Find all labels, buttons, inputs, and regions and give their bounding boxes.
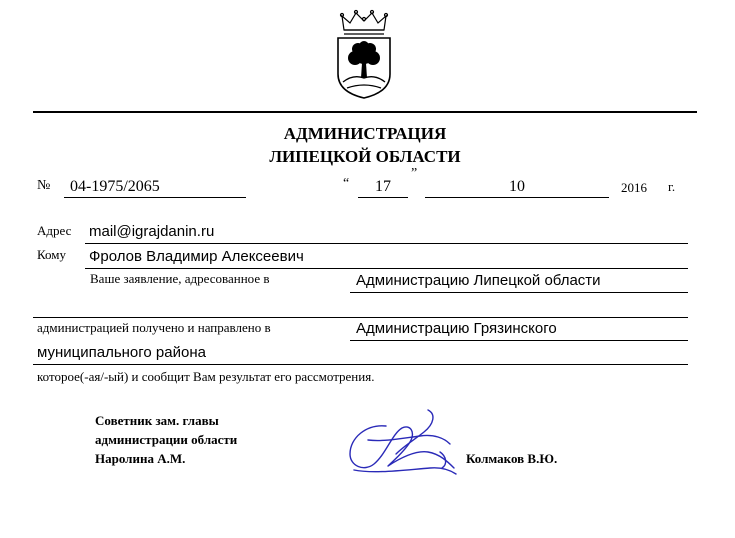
reg-month: 10 bbox=[509, 178, 525, 195]
org-title-line2: ЛИПЕЦКОЙ ОБЛАСТИ bbox=[269, 147, 461, 166]
statement-label: Ваше заявление, адресованное в bbox=[90, 271, 270, 286]
signer-position-line1: Советник зам. главы bbox=[95, 413, 219, 428]
reg-year: 2016 bbox=[621, 180, 647, 195]
address-label: Адрес bbox=[37, 223, 72, 238]
reg-day-underline bbox=[358, 197, 408, 198]
coat-of-arms-icon bbox=[333, 8, 395, 100]
footer-text: которое(-ая/-ый) и сообщит Вам результат его рассмотрения. bbox=[37, 369, 375, 384]
reg-day: 17 bbox=[375, 178, 391, 195]
forwarded-to-underline bbox=[350, 340, 688, 341]
forwarded-to-continuation: муниципального района bbox=[37, 344, 206, 361]
address-underline bbox=[85, 243, 688, 244]
recipient-name: Фролов Владимир Алексеевич bbox=[89, 248, 304, 265]
close-quote: ” bbox=[411, 166, 418, 181]
forwarded-to-value: Администрацию Грязинского bbox=[356, 320, 557, 337]
recipient-underline bbox=[85, 268, 688, 269]
number-label: № bbox=[37, 178, 51, 193]
addressed-to-value: Администрацию Липецкой области bbox=[356, 272, 601, 289]
continuation-underline bbox=[33, 364, 688, 365]
separator-line bbox=[33, 317, 688, 318]
to-label: Кому bbox=[37, 247, 67, 262]
handwritten-signature-icon bbox=[344, 408, 462, 480]
addressed-to-underline bbox=[350, 292, 688, 293]
forwarded-label: администрацией получено и направлено в bbox=[37, 320, 271, 335]
open-quote: “ bbox=[343, 176, 350, 191]
signer-position-line3: Наролина А.М. bbox=[95, 451, 186, 466]
signer-position-line2: администрации области bbox=[95, 432, 238, 447]
reg-month-underline bbox=[425, 197, 609, 198]
org-title-line1: АДМИНИСТРАЦИЯ bbox=[283, 124, 447, 143]
reg-number: 04-1975/2065 bbox=[70, 178, 160, 195]
signer-name: Колмаков В.Ю. bbox=[466, 451, 558, 466]
reg-number-underline bbox=[64, 197, 246, 198]
header-rule bbox=[33, 111, 697, 113]
year-suffix: г. bbox=[668, 179, 676, 194]
address-value: mail@igrajdanin.ru bbox=[89, 223, 215, 240]
